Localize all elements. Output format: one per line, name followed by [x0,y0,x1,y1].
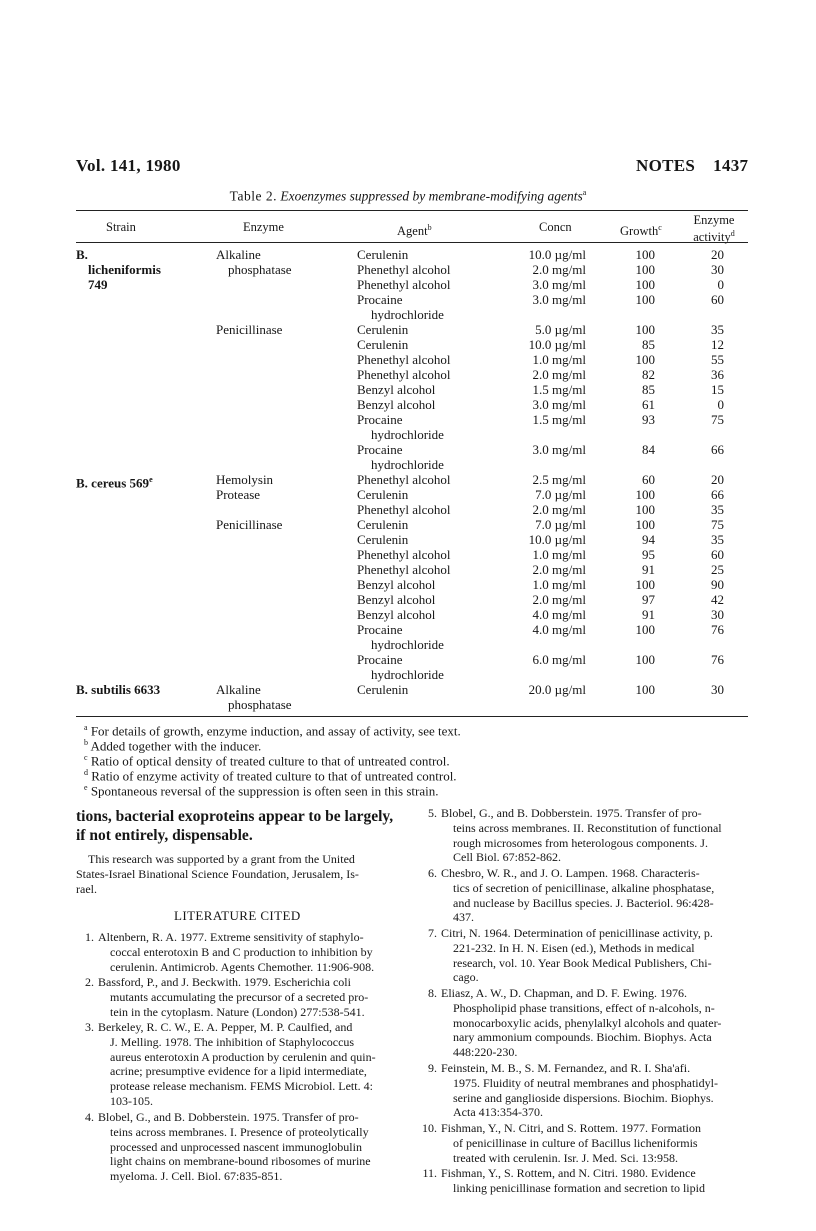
activity-cell: 30 [711,682,724,697]
activity-cell: 12 [711,337,724,352]
reference-entry: Fishman, Y., S. Rottem, and N. Citri. 1980. Evidence [441,1166,696,1180]
reference-number: 1. [85,930,94,944]
reference-entry-continued: and nuclease by Bacillus species. J. Bacteriol. 96:428- [453,895,714,910]
concn-cell: 1.5 mg/ml [532,382,586,397]
agent-cell: Cerulenin [357,517,409,532]
activity-cell: 0 [717,397,724,412]
growth-cell: 100 [635,277,655,292]
concn-cell: 20.0 µg/ml [528,682,586,697]
concn-cell: 2.5 mg/ml [532,472,586,487]
col-header-strain: Strain [106,220,136,234]
reference-entry-continued: Acta 413:354-370. [453,1105,543,1120]
concn-cell: 4.0 mg/ml [532,622,586,637]
growth-cell: 61 [642,397,655,412]
agent-cell: Cerulenin [357,682,409,697]
agent-cell: Benzyl alcohol [357,607,436,622]
agent-cell: Procaine [357,292,403,307]
reference-entry-continued: myeloma. J. Cell. Biol. 67:835-851. [110,1169,283,1184]
growth-cell: 100 [635,262,655,277]
growth-cell: 84 [642,442,655,457]
growth-cell: 100 [635,247,655,262]
activity-cell: 75 [711,517,724,532]
col-header-enzyme: Enzyme [243,220,284,234]
enzyme-cell: Protease [216,487,261,502]
concn-cell: 2.0 mg/ml [532,502,586,517]
table-footnote: $^c$ Ratio of optical density of treated culture to that of untreated control. [84,753,450,769]
agent-cell: Cerulenin [357,337,409,352]
enzyme-cell: Penicillinase [216,517,283,532]
growth-cell: 82 [642,367,655,382]
reference-entry-continued: cago. [453,970,479,985]
activity-cell: 35 [711,322,724,337]
activity-cell: 30 [711,262,724,277]
activity-cell: 76 [711,622,724,637]
growth-cell: 85 [642,382,655,397]
activity-cell: 66 [711,442,724,457]
activity-cell: 35 [711,532,724,547]
activity-cell: 66 [711,487,724,502]
activity-cell: 42 [711,592,724,607]
acknowledgment-line: This research was supported by a grant from the United [88,852,355,866]
reference-entry: Chesbro, W. R., and J. O. Lampen. 1968. Characteris- [441,866,700,880]
concn-cell: 10.0 µg/ml [528,247,586,262]
reference-entry-continued: tein in the cytoplasm. Nature (London) 277:538-541. [110,1004,365,1019]
agent-cell: Procaine [357,652,403,667]
concn-cell: 6.0 mg/ml [532,652,586,667]
table-footnote: $^b$ Added together with the inducer. [84,738,262,754]
reference-entry-continued: research, vol. 10. Year Book Medical Publishers, Chi- [453,955,712,970]
growth-cell: 100 [635,682,655,697]
agent-cell-continued: hydrochloride [371,457,444,472]
reference-entry-continued: coccal enterotoxin B and C production to inhibition by [110,944,373,959]
reference-entry-continued: 1975. Fluidity of neutral membranes and phosphatidyl- [453,1075,718,1090]
growth-cell: 100 [635,517,655,532]
agent-cell: Phenethyl alcohol [357,562,451,577]
reference-entry: Bassford, P., and J. Beckwith. 1979. Escherichia coli [98,975,351,989]
growth-cell: 100 [635,322,655,337]
reference-entry-continued: acrine; presumptive evidence for a lipid intermediate, [110,1064,367,1079]
activity-cell: 25 [711,562,724,577]
strain-cell: licheniformis [88,262,161,277]
agent-cell: Benzyl alcohol [357,397,436,412]
growth-cell: 100 [635,352,655,367]
activity-cell: 20 [711,247,724,262]
growth-cell: 85 [642,337,655,352]
activity-cell: 15 [711,382,724,397]
strain-cell: B. [76,247,88,262]
acknowledgment-line: rael. [76,882,97,896]
table-caption [0,188,816,205]
activity-cell: 75 [711,412,724,427]
concn-cell: 2.0 mg/ml [532,367,586,382]
agent-cell: Benzyl alcohol [357,592,436,607]
activity-cell: 35 [711,502,724,517]
agent-cell-continued: hydrochloride [371,667,444,682]
enzyme-cell: Hemolysin [216,472,274,487]
table-top-rule [76,210,748,211]
reference-number: 6. [428,866,437,880]
table-footnote: $^a$ For details of growth, enzyme induction, and assay of activity, see text. [84,723,461,739]
concn-cell: 3.0 mg/ml [532,397,586,412]
reference-entry-continued: 221-232. In H. N. Eisen (ed.), Methods in medical [453,940,695,955]
reference-entry-continued: treated with cerulenin. Isr. J. Med. Sci. 13:958. [453,1150,678,1165]
reference-number: 9. [428,1061,437,1075]
running-header-section [636,156,748,176]
reference-number: 11. [422,1166,437,1180]
reference-entry-continued: Cell Biol. 67:852-862. [453,850,561,865]
agent-cell: Phenethyl alcohol [357,472,451,487]
activity-cell: 20 [711,472,724,487]
activity-cell: 30 [711,607,724,622]
reference-entry-continued: tics of secretion of penicillinase, alkaline phosphatase, [453,880,715,895]
agent-cell: Phenethyl alcohol [357,262,451,277]
agent-cell: Cerulenin [357,247,409,262]
acknowledgment-line: States-Israel Binational Science Foundation, Jerusalem, Is- [76,867,359,881]
body-paragraph-line: if not entirely, dispensable. [76,827,253,844]
agent-cell: Procaine [357,442,403,457]
reference-entry-continued: rough microsomes from heterologous components. J. [453,835,708,850]
activity-cell: 60 [711,547,724,562]
concn-cell: 5.0 µg/ml [535,322,586,337]
col-header-activity: Enzyme activity$^d$ [693,213,735,245]
agent-cell: Phenethyl alcohol [357,502,451,517]
activity-cell: 55 [711,352,724,367]
concn-cell: 2.0 mg/ml [532,592,586,607]
agent-cell: Benzyl alcohol [357,382,436,397]
agent-cell-continued: hydrochloride [371,427,444,442]
reference-entry-continued: cerulenin. Antimicrob. Agents Chemother. 11:906-908. [110,959,375,974]
reference-entry: Eliasz, A. W., D. Chapman, and D. F. Ewing. 1976. [441,986,688,1000]
growth-cell: 60 [642,472,655,487]
reference-entry-continued: serine and ganglioside dispersions. Biochim. Biophys. [453,1090,714,1105]
concn-cell: 7.0 µg/ml [535,487,586,502]
reference-number: 2. [85,975,94,989]
reference-entry-continued: Phospholipid phase transitions, effect of n-alcohols, n- [453,1000,715,1015]
reference-entry-continued: 448:220-230. [453,1045,518,1060]
growth-cell: 100 [635,292,655,307]
concn-cell: 2.0 mg/ml [532,262,586,277]
agent-cell: Phenethyl alcohol [357,367,451,382]
enzyme-cell: Alkaline [216,247,261,262]
reference-entry-continued: aureus enterotoxin A production by cerulenin and quin- [110,1049,376,1064]
agent-cell-continued: hydrochloride [371,637,444,652]
agent-cell: Procaine [357,412,403,427]
reference-number: 5. [428,806,437,820]
growth-cell: 94 [642,532,655,547]
concn-cell: 1.0 mg/ml [532,352,586,367]
reference-entry: Altenbern, R. A. 1977. Extreme sensitivity of staphylo- [98,930,364,944]
reference-entry: Blobel, G., and B. Dobberstein. 1975. Transfer of pro- [98,1110,359,1124]
literature-cited-heading: LITERATURE CITED [174,908,301,923]
reference-entry-continued: protease release mechanism. FEMS Microbiol. Lett. 4: [110,1079,373,1094]
activity-cell: 0 [717,277,724,292]
growth-cell: 91 [642,607,655,622]
reference-entry: Citri, N. 1964. Determination of penicillinase activity, p. [441,926,713,940]
strain-cell: B. cereus 569e [76,475,153,491]
concn-cell: 1.5 mg/ml [532,412,586,427]
reference-number: 8. [428,986,437,1000]
concn-cell: 3.0 mg/ml [532,292,586,307]
growth-cell: 100 [635,577,655,592]
reference-entry-continued: nary ammonium compounds. Biochim. Biophys. Acta [453,1030,712,1045]
growth-cell: 100 [635,652,655,667]
strain-cell: 749 [88,277,108,292]
concn-cell: 4.0 mg/ml [532,607,586,622]
reference-number: 7. [428,926,437,940]
growth-cell: 100 [635,487,655,502]
reference-number: 3. [85,1020,94,1034]
agent-cell: Phenethyl alcohol [357,277,451,292]
growth-cell: 100 [635,622,655,637]
running-header-volume: Vol. 141, 1980 [76,156,181,175]
agent-cell: Phenethyl alcohol [357,547,451,562]
growth-cell: 91 [642,562,655,577]
reference-entry-continued: linking penicillinase formation and secretion to lipid [453,1180,705,1195]
agent-cell-continued: hydrochloride [371,307,444,322]
growth-cell: 100 [635,502,655,517]
section-label: NOTES [636,156,696,175]
concn-cell: 2.0 mg/ml [532,562,586,577]
concn-cell: 7.0 µg/ml [535,517,586,532]
enzyme-cell: phosphatase [228,262,292,277]
table-label: Table 2. [229,188,277,204]
agent-cell: Phenethyl alcohol [357,352,451,367]
enzyme-cell: Alkaline [216,682,261,697]
enzyme-cell: phosphatase [228,697,292,712]
activity-cell: 90 [711,577,724,592]
reference-entry-continued: processed and unprocessed nascent immunoglobulin [110,1139,362,1154]
reference-entry-continued: monocarboxylic acids, phenylalkyl alcohols and quater- [453,1015,722,1030]
reference-entry-continued: mutants accumulating the precursor of a secreted pro- [110,989,369,1004]
reference-entry-continued: J. Melling. 1978. The inhibition of Staphylococcus [110,1034,355,1049]
concn-cell: 1.0 mg/ml [532,547,586,562]
concn-cell: 3.0 mg/ml [532,442,586,457]
concn-cell: 10.0 µg/ml [528,337,586,352]
table-footnote: $^e$ Spontaneous reversal of the suppression is often seen in this strain. [84,783,439,799]
col-header-agent: Agent$^b$ [397,223,432,239]
activity-cell: 60 [711,292,724,307]
reference-number: 10. [422,1121,437,1135]
agent-cell: Cerulenin [357,532,409,547]
strain-cell: B. subtilis 6633 [76,682,161,697]
table-header-rule [76,242,748,243]
concn-cell: 3.0 mg/ml [532,277,586,292]
reference-entry-continued: 103-105. [110,1094,153,1108]
table-title: Exoenzymes suppressed by membrane-modifying agents [280,188,583,204]
activity-cell: 36 [711,367,724,382]
reference-entry: Blobel, G., and B. Dobberstein. 1975. Transfer of pro- [441,806,702,820]
reference-entry-continued: 437. [453,910,474,925]
table-bottom-rule [76,716,748,717]
reference-entry-continued: teins across membranes. II. Reconstitution of functional [453,820,722,835]
growth-cell: 97 [642,592,655,607]
concn-cell: 1.0 mg/ml [532,577,586,592]
reference-entry-continued: of penicillinase in culture of Bacillus licheniformis [453,1135,698,1150]
reference-entry: Fishman, Y., N. Citri, and S. Rottem. 1977. Formation [441,1121,702,1135]
agent-cell: Procaine [357,622,403,637]
growth-cell: 93 [642,412,655,427]
body-paragraph-line: tions, bacterial exoproteins appear to be largely, [76,808,394,825]
reference-number: 4. [85,1110,94,1124]
reference-entry-continued: teins across membranes. I. Presence of proteolytically [110,1124,369,1139]
agent-cell: Cerulenin [357,487,409,502]
reference-entry-continued: light chains on membrane-bound ribosomes of murine [110,1154,371,1169]
page-number: 1437 [713,156,749,175]
growth-cell: 95 [642,547,655,562]
caption-footnote-mark: a [582,188,587,197]
reference-entry: Feinstein, M. B., S. M. Fernandez, and R. I. Sha'afi. [441,1061,691,1075]
col-header-concn: Concn [539,220,572,234]
col-header-growth: Growth$^c$ [620,223,662,239]
reference-entry: Berkeley, R. C. W., E. A. Pepper, M. P. Caulfied, and [98,1020,353,1034]
activity-cell: 76 [711,652,724,667]
table-footnote: $^d$ Ratio of enzyme activity of treated culture to that of untreated control. [84,768,457,784]
agent-cell: Cerulenin [357,322,409,337]
concn-cell: 10.0 µg/ml [528,532,586,547]
enzyme-cell: Penicillinase [216,322,283,337]
agent-cell: Benzyl alcohol [357,577,436,592]
